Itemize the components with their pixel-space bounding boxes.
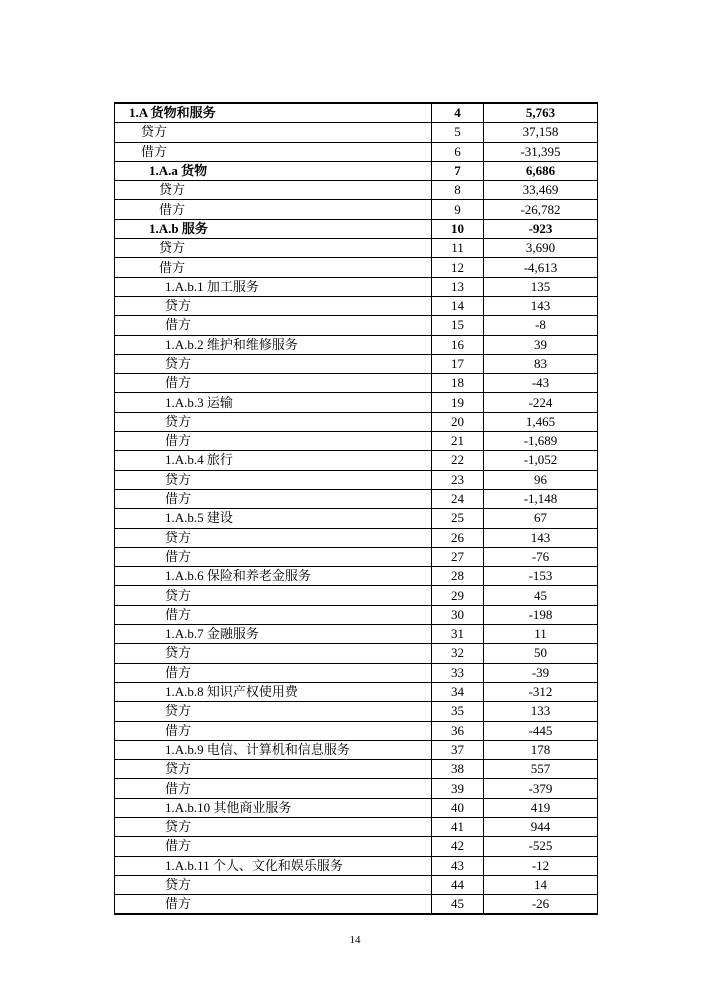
row-label: 借方 bbox=[115, 432, 432, 451]
row-label: 1.A.b.5 建设 bbox=[115, 509, 432, 528]
table-row bbox=[115, 432, 598, 451]
row-label: 借方 bbox=[115, 895, 432, 915]
row-label: 借方 bbox=[115, 258, 432, 277]
table-row bbox=[115, 740, 598, 759]
row-label: 借方 bbox=[115, 374, 432, 393]
row-label: 贷方 bbox=[115, 123, 432, 142]
row-number: 44 bbox=[432, 875, 484, 894]
row-number: 21 bbox=[432, 432, 484, 451]
row-number: 9 bbox=[432, 200, 484, 219]
table-row bbox=[115, 605, 598, 624]
row-number: 40 bbox=[432, 798, 484, 817]
row-number: 39 bbox=[432, 779, 484, 798]
table-row bbox=[115, 547, 598, 566]
row-number: 27 bbox=[432, 547, 484, 566]
row-number: 4 bbox=[432, 103, 484, 123]
row-value: -26,782 bbox=[484, 200, 598, 219]
row-number: 45 bbox=[432, 895, 484, 915]
row-value: 178 bbox=[484, 740, 598, 759]
row-value: -12 bbox=[484, 856, 598, 875]
table-row bbox=[115, 663, 598, 682]
row-value: -76 bbox=[484, 547, 598, 566]
row-number: 10 bbox=[432, 219, 484, 238]
row-number: 32 bbox=[432, 644, 484, 663]
row-label: 贷方 bbox=[115, 412, 432, 431]
table-row bbox=[115, 393, 598, 412]
row-label: 贷方 bbox=[115, 470, 432, 489]
row-number: 17 bbox=[432, 354, 484, 373]
table-row bbox=[115, 875, 598, 894]
table-row bbox=[115, 354, 598, 373]
row-number: 38 bbox=[432, 760, 484, 779]
row-label: 1.A.b.10 其他商业服务 bbox=[115, 798, 432, 817]
table-row bbox=[115, 219, 598, 238]
table-row bbox=[115, 509, 598, 528]
row-number: 12 bbox=[432, 258, 484, 277]
row-value: -39 bbox=[484, 663, 598, 682]
row-value: -224 bbox=[484, 393, 598, 412]
row-number: 7 bbox=[432, 161, 484, 180]
table-row bbox=[115, 316, 598, 335]
row-number: 43 bbox=[432, 856, 484, 875]
table-row bbox=[115, 142, 598, 161]
row-label: 贷方 bbox=[115, 181, 432, 200]
table-row bbox=[115, 103, 598, 123]
table-row bbox=[115, 721, 598, 740]
row-number: 34 bbox=[432, 682, 484, 701]
row-value: 67 bbox=[484, 509, 598, 528]
row-value: 83 bbox=[484, 354, 598, 373]
row-number: 35 bbox=[432, 702, 484, 721]
row-value: 96 bbox=[484, 470, 598, 489]
row-label: 借方 bbox=[115, 316, 432, 335]
row-number: 20 bbox=[432, 412, 484, 431]
table-row bbox=[115, 895, 598, 915]
row-label: 1.A.b.7 金融服务 bbox=[115, 625, 432, 644]
row-number: 41 bbox=[432, 817, 484, 836]
table-row bbox=[115, 181, 598, 200]
row-number: 25 bbox=[432, 509, 484, 528]
row-value: 45 bbox=[484, 586, 598, 605]
row-label: 借方 bbox=[115, 779, 432, 798]
row-value: 133 bbox=[484, 702, 598, 721]
row-label: 1.A.b.2 维护和维修服务 bbox=[115, 335, 432, 354]
row-label: 1.A.b.8 知识产权使用费 bbox=[115, 682, 432, 701]
row-label: 1.A.a 货物 bbox=[115, 161, 432, 180]
row-value: -153 bbox=[484, 567, 598, 586]
table-row bbox=[115, 123, 598, 142]
row-number: 5 bbox=[432, 123, 484, 142]
table-row bbox=[115, 586, 598, 605]
table-row bbox=[115, 296, 598, 315]
row-label: 1.A.b.9 电信、计算机和信息服务 bbox=[115, 740, 432, 759]
row-number: 37 bbox=[432, 740, 484, 759]
row-number: 22 bbox=[432, 451, 484, 470]
row-value: 557 bbox=[484, 760, 598, 779]
row-label: 贷方 bbox=[115, 817, 432, 836]
table-row bbox=[115, 528, 598, 547]
row-label: 借方 bbox=[115, 663, 432, 682]
table-row bbox=[115, 837, 598, 856]
table-row bbox=[115, 856, 598, 875]
row-number: 15 bbox=[432, 316, 484, 335]
row-value: 11 bbox=[484, 625, 598, 644]
row-label: 借方 bbox=[115, 200, 432, 219]
row-value: -31,395 bbox=[484, 142, 598, 161]
table-row bbox=[115, 779, 598, 798]
table-row bbox=[115, 277, 598, 296]
row-number: 31 bbox=[432, 625, 484, 644]
table-row bbox=[115, 567, 598, 586]
row-value: 50 bbox=[484, 644, 598, 663]
row-label: 贷方 bbox=[115, 760, 432, 779]
row-label: 贷方 bbox=[115, 875, 432, 894]
row-number: 23 bbox=[432, 470, 484, 489]
row-value: 33,469 bbox=[484, 181, 598, 200]
row-label: 借方 bbox=[115, 721, 432, 740]
table-row bbox=[115, 374, 598, 393]
row-label: 借方 bbox=[115, 489, 432, 508]
row-label: 1.A.b.3 运输 bbox=[115, 393, 432, 412]
table-row bbox=[115, 412, 598, 431]
table-row bbox=[115, 239, 598, 258]
balance-of-payments-table bbox=[114, 102, 598, 915]
table-row bbox=[115, 335, 598, 354]
table-row bbox=[115, 470, 598, 489]
row-value: -312 bbox=[484, 682, 598, 701]
row-label: 贷方 bbox=[115, 296, 432, 315]
row-number: 30 bbox=[432, 605, 484, 624]
table-row bbox=[115, 760, 598, 779]
table-row bbox=[115, 702, 598, 721]
page-number: 14 bbox=[349, 934, 361, 946]
row-number: 6 bbox=[432, 142, 484, 161]
row-number: 14 bbox=[432, 296, 484, 315]
table-row bbox=[115, 258, 598, 277]
row-number: 19 bbox=[432, 393, 484, 412]
row-label: 1.A 货物和服务 bbox=[115, 103, 432, 123]
table-row bbox=[115, 644, 598, 663]
row-label: 贷方 bbox=[115, 586, 432, 605]
row-number: 18 bbox=[432, 374, 484, 393]
table-row bbox=[115, 798, 598, 817]
row-number: 11 bbox=[432, 239, 484, 258]
row-value: 3,690 bbox=[484, 239, 598, 258]
table-row bbox=[115, 625, 598, 644]
row-value: -198 bbox=[484, 605, 598, 624]
row-label: 1.A.b 服务 bbox=[115, 219, 432, 238]
row-value: 143 bbox=[484, 296, 598, 315]
row-value: -1,689 bbox=[484, 432, 598, 451]
row-number: 29 bbox=[432, 586, 484, 605]
row-value: -525 bbox=[484, 837, 598, 856]
row-value: -4,613 bbox=[484, 258, 598, 277]
row-label: 借方 bbox=[115, 837, 432, 856]
row-value: 14 bbox=[484, 875, 598, 894]
table-row bbox=[115, 489, 598, 508]
row-label: 贷方 bbox=[115, 702, 432, 721]
row-value: -1,052 bbox=[484, 451, 598, 470]
table-row bbox=[115, 817, 598, 836]
row-label: 贷方 bbox=[115, 354, 432, 373]
row-value: -923 bbox=[484, 219, 598, 238]
table-row bbox=[115, 161, 598, 180]
row-value: 6,686 bbox=[484, 161, 598, 180]
row-number: 8 bbox=[432, 181, 484, 200]
row-value: -445 bbox=[484, 721, 598, 740]
table-row bbox=[115, 451, 598, 470]
row-value: 37,158 bbox=[484, 123, 598, 142]
row-value: -43 bbox=[484, 374, 598, 393]
row-value: 39 bbox=[484, 335, 598, 354]
row-value: 419 bbox=[484, 798, 598, 817]
row-value: 135 bbox=[484, 277, 598, 296]
row-label: 借方 bbox=[115, 605, 432, 624]
row-label: 1.A.b.6 保险和养老金服务 bbox=[115, 567, 432, 586]
row-label: 1.A.b.4 旅行 bbox=[115, 451, 432, 470]
row-value: -26 bbox=[484, 895, 598, 915]
row-label: 贷方 bbox=[115, 644, 432, 663]
row-number: 28 bbox=[432, 567, 484, 586]
row-number: 26 bbox=[432, 528, 484, 547]
row-value: 944 bbox=[484, 817, 598, 836]
row-value: 5,763 bbox=[484, 103, 598, 123]
row-value: -1,148 bbox=[484, 489, 598, 508]
row-number: 13 bbox=[432, 277, 484, 296]
row-label: 借方 bbox=[115, 547, 432, 566]
row-label: 1.A.b.1 加工服务 bbox=[115, 277, 432, 296]
table-row bbox=[115, 682, 598, 701]
row-label: 贷方 bbox=[115, 528, 432, 547]
row-number: 24 bbox=[432, 489, 484, 508]
row-value: -379 bbox=[484, 779, 598, 798]
row-number: 36 bbox=[432, 721, 484, 740]
row-number: 16 bbox=[432, 335, 484, 354]
row-number: 42 bbox=[432, 837, 484, 856]
row-label: 1.A.b.11 个人、文化和娱乐服务 bbox=[115, 856, 432, 875]
row-label: 借方 bbox=[115, 142, 432, 161]
row-number: 33 bbox=[432, 663, 484, 682]
table-row bbox=[115, 200, 598, 219]
row-value: 143 bbox=[484, 528, 598, 547]
row-value: -8 bbox=[484, 316, 598, 335]
row-value: 1,465 bbox=[484, 412, 598, 431]
table-body bbox=[115, 103, 598, 914]
row-label: 贷方 bbox=[115, 239, 432, 258]
